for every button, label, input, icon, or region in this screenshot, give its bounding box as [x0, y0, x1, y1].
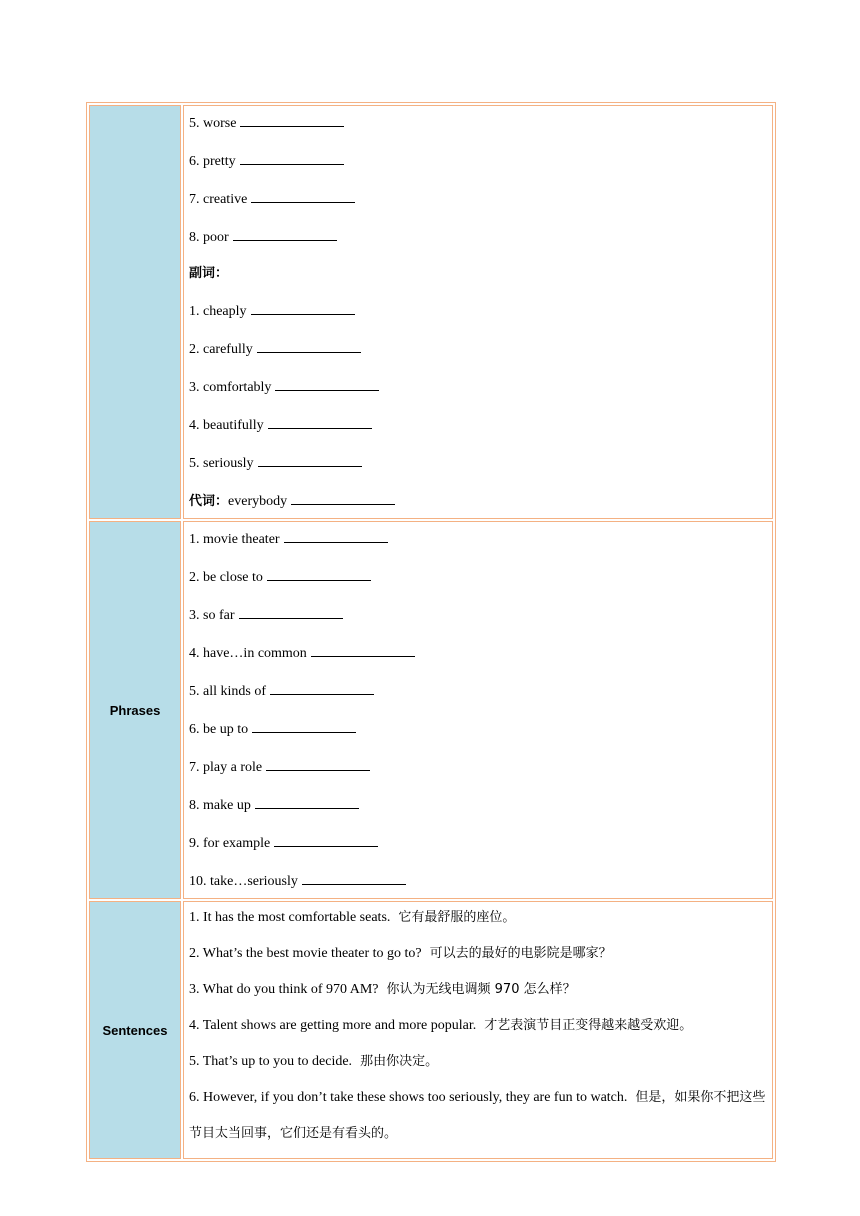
- list-item: 4. have…in common: [189, 642, 766, 664]
- list-item: 6. pretty: [189, 150, 766, 172]
- answer-blank[interactable]: [266, 756, 370, 771]
- list-item: 8. poor: [189, 226, 766, 248]
- answer-blank[interactable]: [240, 112, 344, 127]
- list-item: 4. beautifully: [189, 414, 766, 436]
- list-item: 2. carefully: [189, 338, 766, 360]
- sentence-item: 5. That’s up to you to decide. 那由你决定。: [189, 1054, 439, 1069]
- pronoun-label: 代词：: [189, 494, 229, 509]
- worksheet-page: [86, 102, 776, 1162]
- list-item: 10. take…seriously: [189, 870, 766, 892]
- answer-blank[interactable]: [275, 376, 379, 391]
- list-item: 3. so far: [189, 604, 766, 626]
- answer-blank[interactable]: [233, 226, 337, 241]
- pronoun-item: [189, 490, 766, 512]
- list-item: 2. be close to: [189, 566, 766, 588]
- list-item: 1. movie theater: [189, 528, 766, 550]
- sentences-row: [89, 901, 773, 1159]
- answer-blank[interactable]: [255, 794, 359, 809]
- list-item: 3. comfortably: [189, 376, 766, 398]
- answer-blank[interactable]: [257, 338, 361, 353]
- answer-blank[interactable]: [258, 452, 362, 467]
- answer-blank[interactable]: [252, 718, 356, 733]
- vocabulary-table: [86, 102, 776, 1162]
- sentence-item: 6. However, if you don’t take these shows too seriously, they are fun to watch. 但是，如果你不把这些节目太当回事，它们还是有看头的。: [189, 1090, 766, 1141]
- list-item: 1. cheaply: [189, 300, 766, 322]
- answer-blank[interactable]: [291, 490, 395, 505]
- list-item: 7. creative: [189, 188, 766, 210]
- adverbs-heading: 副词：: [189, 266, 229, 281]
- answer-blank[interactable]: [268, 414, 372, 429]
- answer-blank[interactable]: [270, 680, 374, 695]
- sentence-item: 3. What do you think of 970 AM? 你认为无线电调频 970 怎么样？: [189, 982, 576, 997]
- sentences-content-cell: [183, 901, 773, 1159]
- answer-blank[interactable]: [274, 832, 378, 847]
- list-item: 5. worse: [189, 112, 766, 134]
- list-item: 6. be up to: [189, 718, 766, 740]
- sentences-label: Sentences: [89, 901, 181, 1159]
- phrases-label: Phrases: [89, 521, 181, 899]
- answer-blank[interactable]: [311, 642, 415, 657]
- list-item: 5. all kinds of: [189, 680, 766, 702]
- sentence-item: 4. Talent shows are getting more and more popular. 才艺表演节目正变得越来越受欢迎。: [189, 1018, 693, 1033]
- list-item: 5. seriously: [189, 452, 766, 474]
- list-item: 8. make up: [189, 794, 766, 816]
- words-row: [89, 105, 773, 519]
- answer-blank[interactable]: [284, 528, 388, 543]
- answer-blank[interactable]: [240, 150, 344, 165]
- phrases-row: [89, 521, 773, 899]
- answer-blank[interactable]: [251, 188, 355, 203]
- sentence-item: 2. What’s the best movie theater to go to? 可以去的最好的电影院是哪家？: [189, 946, 612, 961]
- words-content-cell: [183, 105, 773, 519]
- sentence-item: 1. It has the most comfortable seats. 它有最舒服的座位。: [189, 910, 516, 925]
- answer-blank[interactable]: [302, 870, 406, 885]
- phrases-content-cell: [183, 521, 773, 899]
- pronoun-word: everybody: [228, 494, 288, 509]
- answer-blank[interactable]: [239, 604, 343, 619]
- list-item: 9. for example: [189, 832, 766, 854]
- words-label-cell: [89, 105, 181, 519]
- list-item: 7. play a role: [189, 756, 766, 778]
- answer-blank[interactable]: [267, 566, 371, 581]
- answer-blank[interactable]: [251, 300, 355, 315]
